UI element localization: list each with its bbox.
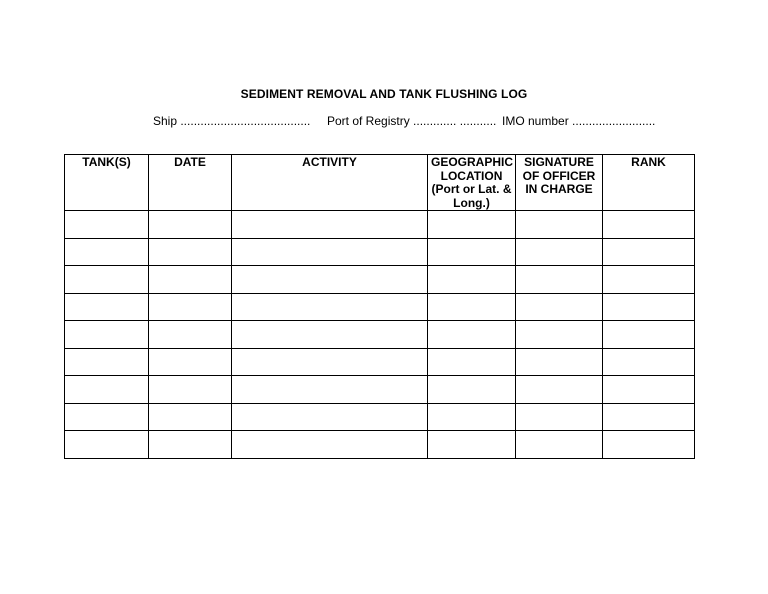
table-cell — [603, 211, 695, 239]
table-cell — [149, 376, 232, 404]
header-activity: ACTIVITY — [232, 155, 428, 211]
table-cell — [428, 403, 516, 431]
table-cell — [232, 266, 428, 294]
header-date: DATE — [149, 155, 232, 211]
table-cell — [65, 403, 149, 431]
table-cell — [428, 293, 516, 321]
table-cell — [516, 431, 603, 459]
table-cell — [232, 293, 428, 321]
table-cell — [516, 348, 603, 376]
page-title: SEDIMENT REMOVAL AND TANK FLUSHING LOG — [240, 87, 528, 101]
table-cell — [603, 403, 695, 431]
table-cell — [516, 211, 603, 239]
log-header-fields — [0, 114, 768, 130]
port-of-registry-field: Port of Registry ............. ........... — [327, 114, 497, 128]
table-cell — [603, 293, 695, 321]
table-cell — [428, 376, 516, 404]
table-cell — [428, 238, 516, 266]
table-cell — [428, 266, 516, 294]
table-row — [65, 376, 695, 404]
header-tanks: TANK(S) — [65, 155, 149, 211]
table-cell — [516, 266, 603, 294]
table-cell — [149, 348, 232, 376]
table-row — [65, 431, 695, 459]
table-row — [65, 348, 695, 376]
table-cell — [428, 321, 516, 349]
header-rank: RANK — [603, 155, 695, 211]
table-row — [65, 403, 695, 431]
table-cell — [232, 321, 428, 349]
imo-number-field: IMO number ......................... — [502, 114, 656, 128]
table-cell — [603, 321, 695, 349]
table-cell — [516, 403, 603, 431]
flushing-log-table — [64, 154, 695, 459]
table-cell — [149, 238, 232, 266]
table-body — [65, 211, 695, 459]
table-cell — [603, 431, 695, 459]
table-row — [65, 266, 695, 294]
table-cell — [65, 266, 149, 294]
table-cell — [65, 321, 149, 349]
table-cell — [149, 403, 232, 431]
table-cell — [232, 403, 428, 431]
table-cell — [603, 266, 695, 294]
table-cell — [603, 348, 695, 376]
table-row — [65, 211, 695, 239]
ship-field: Ship ....................................... — [153, 114, 311, 128]
table-row — [65, 293, 695, 321]
table-cell — [428, 348, 516, 376]
table-cell — [149, 211, 232, 239]
table-cell — [232, 376, 428, 404]
table-row — [65, 238, 695, 266]
table-cell — [65, 376, 149, 404]
table-cell — [65, 348, 149, 376]
table-cell — [603, 238, 695, 266]
table-cell — [516, 293, 603, 321]
table-cell — [65, 238, 149, 266]
table-cell — [232, 431, 428, 459]
table-cell — [516, 238, 603, 266]
table-cell — [232, 238, 428, 266]
table-cell — [65, 431, 149, 459]
table-cell — [149, 321, 232, 349]
table-cell — [516, 376, 603, 404]
header-signature-of-officer: SIGNATURE OF OFFICER IN CHARGE — [516, 155, 603, 211]
table-row — [65, 321, 695, 349]
table-cell — [65, 293, 149, 321]
table-cell — [428, 431, 516, 459]
table-cell — [232, 348, 428, 376]
table-cell — [603, 376, 695, 404]
table-cell — [232, 211, 428, 239]
table-cell — [65, 211, 149, 239]
table-cell — [516, 321, 603, 349]
table-cell — [428, 211, 516, 239]
table-cell — [149, 266, 232, 294]
table-cell — [149, 293, 232, 321]
table-header-row — [65, 155, 695, 211]
table-cell — [149, 431, 232, 459]
header-geographic-location: GEOGRAPHIC LOCATION (Port or Lat. & Long.) — [428, 155, 516, 211]
